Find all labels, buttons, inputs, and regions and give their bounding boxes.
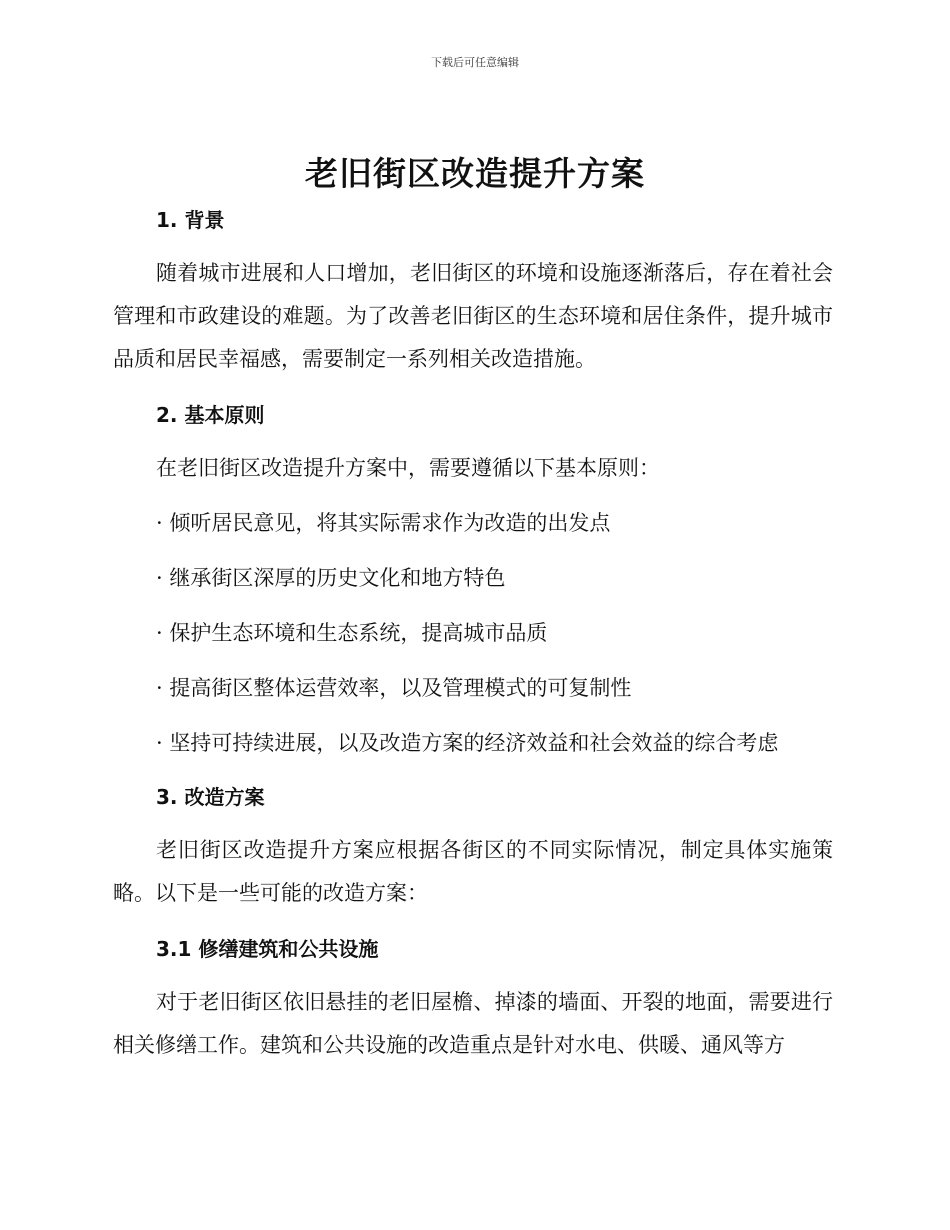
principle-bullet: · 坚持可持续进展，以及改造方案的经济效益和社会效益的综合考虑 <box>156 731 779 755</box>
repair-paragraph: 对于老旧街区依旧悬挂的老旧屋檐、掉漆的墙面、开裂的地面，需要进行相关修缮工作。建筑和公共设施的改造重点是针对水电、供暖、通风等方 <box>113 990 833 1057</box>
background-paragraph: 随着城市进展和人口增加，老旧街区的环境和设施逐渐落后，存在着社会管理和市政建设的难题。为了改善老旧街区的生态环境和居住条件，提升城市品质和居民幸福感，需要制定一系列相关改造措施。 <box>113 261 833 371</box>
document-body <box>113 200 833 1067</box>
principle-bullet: · 保护生态环境和生态系统，提高城市品质 <box>156 621 548 645</box>
section-heading-plan: 3. 改造方案 <box>156 785 265 809</box>
subsection-heading-repair: 3.1 修缮建筑和公共设施 <box>156 937 379 961</box>
section-heading-background: 1. 背景 <box>156 208 225 232</box>
principle-bullet: · 提高街区整体运营效率，以及管理模式的可复制性 <box>156 676 632 700</box>
page-title: 老旧街区改造提升方案 <box>305 154 645 193</box>
principle-bullet: · 倾听居民意见，将其实际需求作为改造的出发点 <box>156 511 611 535</box>
header-note: 下载后可任意编辑 <box>431 56 519 69</box>
plan-paragraph: 老旧街区改造提升方案应根据各街区的不同实际情况，制定具体实施策略。以下是一些可能的改造方案： <box>113 838 833 905</box>
principles-intro: 在老旧街区改造提升方案中，需要遵循以下基本原则： <box>156 456 660 480</box>
principle-bullet: · 继承街区深厚的历史文化和地方特色 <box>156 566 506 590</box>
section-heading-principles: 2. 基本原则 <box>156 403 265 427</box>
